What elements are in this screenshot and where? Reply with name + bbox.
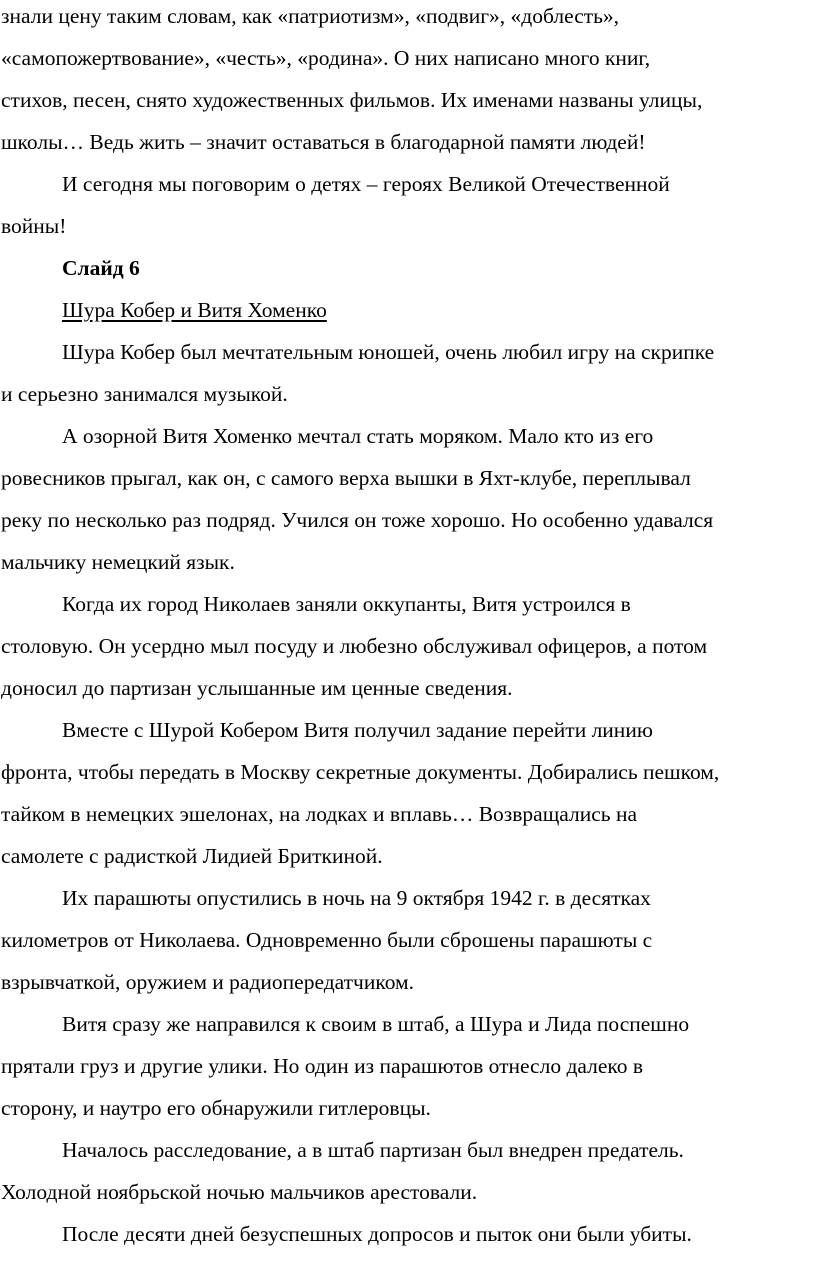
- text-line: И сегодня мы поговорим о детях – героях Великой Отечественной: [62, 172, 670, 196]
- text-line: Холодной ноябрьской ночью мальчиков арестовали.: [1, 1180, 478, 1204]
- slide-heading: Слайд 6: [62, 256, 140, 280]
- text-line: сторону, и наутро его обнаружили гитлеровцы.: [1, 1096, 431, 1120]
- text-line: ровесников прыгал, как он, с самого верха вышки в Яхт-клубе, переплывал: [1, 466, 691, 490]
- text-line: взрывчаткой, оружием и радиопередатчиком.: [1, 970, 415, 994]
- text-line: реку по несколько раз подряд. Учился он тоже хорошо. Но особенно удавался: [1, 508, 714, 532]
- text-line: стихов, песен, снято художественных фильмов. Их именами названы улицы,: [1, 88, 703, 112]
- text-line: прятали груз и другие улики. Но один из парашютов отнесло далеко в: [1, 1054, 644, 1078]
- text-line: фронта, чтобы передать в Москву секретные документы. Добирались пешком,: [1, 760, 720, 784]
- text-line: Началось расследование, а в штаб партизан был внедрен предатель.: [62, 1138, 684, 1162]
- text-line: знали цену таким словам, как «патриотизм», «подвиг», «доблесть»,: [1, 4, 620, 28]
- text-line: школы… Ведь жить – значит оставаться в благодарной памяти людей!: [1, 130, 646, 154]
- text-line: километров от Николаева. Одновременно были сброшены парашюты с: [1, 928, 653, 952]
- text-line: самолете с радисткой Лидией Бриткиной.: [1, 844, 383, 868]
- text-line: После десяти дней безуспешных допросов и пыток они были убиты.: [62, 1222, 692, 1246]
- text-line: и серьезно занимался музыкой.: [1, 382, 288, 406]
- text-line: Витя сразу же направился к своим в штаб, а Шура и Лида поспешно: [62, 1012, 690, 1036]
- section-subheading: Шура Кобер и Витя Хоменко: [62, 298, 327, 322]
- text-line: Шура Кобер был мечтательным юношей, очень любил игру на скрипке: [62, 340, 715, 364]
- text-line: Когда их город Николаев заняли оккупанты, Витя устроился в: [62, 592, 631, 616]
- text-line: войны!: [1, 214, 67, 238]
- text-line: доносил до партизан услышанные им ценные сведения.: [1, 676, 513, 700]
- text-line: «самопожертвование», «честь», «родина». О них написано много книг,: [1, 46, 651, 70]
- text-line: Их парашюты опустились в ночь на 9 октября 1942 г. в десятках: [62, 886, 651, 910]
- text-line: столовую. Он усердно мыл посуду и любезно обслуживал офицеров, а потом: [1, 634, 708, 658]
- text-line: тайком в немецких эшелонах, на лодках и вплавь… Возвращались на: [1, 802, 638, 826]
- text-line: мальчику немецкий язык.: [1, 550, 235, 574]
- text-line: А озорной Витя Хоменко мечтал стать моряком. Мало кто из его: [62, 424, 654, 448]
- text-line: Вместе с Шурой Кобером Витя получил задание перейти линию: [62, 718, 653, 742]
